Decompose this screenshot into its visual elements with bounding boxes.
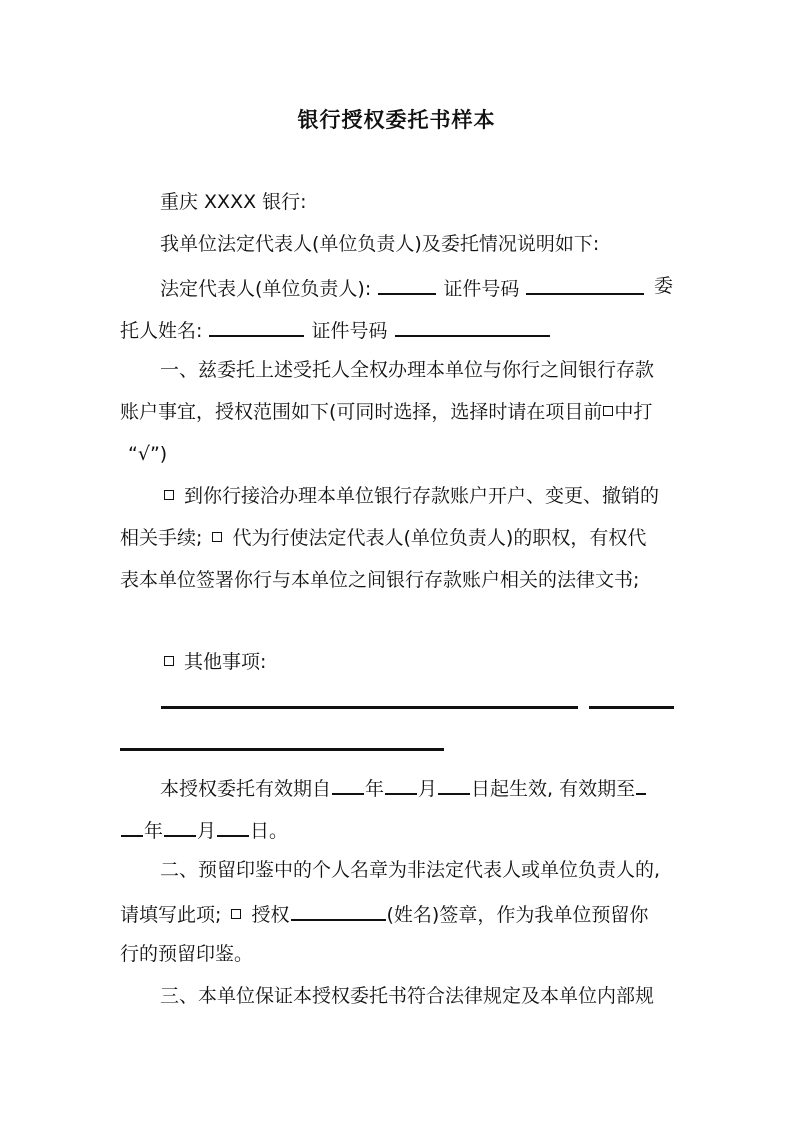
option1-line2-a: 相关手续;	[120, 527, 203, 549]
end-month-blank[interactable]	[164, 813, 196, 837]
trustee-wrap-char: 委	[654, 275, 674, 297]
other-matters-blank-3[interactable]	[120, 748, 444, 751]
end-year-label: 年	[144, 820, 164, 842]
clause2-line2	[120, 897, 648, 927]
start-month-blank[interactable]	[385, 771, 417, 795]
other-matters-label: 其他事项:	[184, 651, 267, 673]
clause2-line2-a: 请填写此项;	[120, 904, 222, 926]
salutation: 重庆 XXXX 银行:	[160, 191, 307, 213]
option2-text: 代为行使法定代表人(单位负责人)的职权，有权代	[232, 527, 647, 549]
other-matters-line	[160, 647, 266, 677]
clause2-line1: 二、预留印鉴中的个人名章为非法定代表人或单位负责人的,	[160, 859, 661, 881]
intro-text: 我单位法定代表人(单位负责人)及委托情况说明如下:	[160, 233, 600, 255]
clause1-line2-text: 账户事宜，授权范围如下(可同时选择，选择时请在项目前	[120, 401, 603, 423]
start-day-blank[interactable]	[438, 771, 470, 795]
clause1-line2-tail: 中打	[614, 401, 653, 423]
legal-rep-label: 法定代表人(单位负责人):	[160, 278, 372, 300]
legal-rep-line	[160, 271, 645, 301]
other-matters-checkbox[interactable]	[164, 656, 174, 666]
option1-line1	[160, 481, 659, 511]
end-month-label: 月	[197, 820, 217, 842]
option1-checkbox[interactable]	[164, 490, 174, 500]
legal-rep-id-blank[interactable]	[526, 271, 644, 295]
authorize-label: 授权	[251, 904, 290, 926]
id-number-label: 证件号码	[443, 278, 520, 300]
clause1-line2	[120, 397, 652, 427]
legal-rep-name-blank[interactable]	[378, 271, 436, 295]
checkbox-icon	[603, 406, 613, 416]
end-year-blank[interactable]	[121, 813, 143, 837]
other-matters-blank-1[interactable]	[161, 706, 578, 709]
trustee-id-label: 证件号码	[311, 320, 388, 342]
seal-checkbox[interactable]	[231, 909, 241, 919]
trustee-line	[120, 313, 551, 343]
end-day-blank[interactable]	[217, 813, 249, 837]
clause2-line3: 行的预留印鉴。	[120, 943, 254, 965]
clause2-line2-c: (姓名)签章，作为我单位预留你	[386, 904, 649, 926]
start-year-blank[interactable]	[332, 771, 364, 795]
year-label: 年	[365, 778, 385, 800]
trustee-name-blank[interactable]	[209, 313, 304, 337]
validity-line2	[120, 813, 288, 843]
end-year-blank-start[interactable]	[636, 771, 646, 795]
end-day-label: 日。	[250, 820, 289, 842]
validity-end-label: 日起生效, 有效期至	[471, 778, 636, 800]
validity-line1	[160, 771, 647, 801]
trustee-id-blank[interactable]	[395, 313, 550, 337]
seal-name-blank[interactable]	[291, 897, 386, 921]
trustee-name-label: 托人姓名:	[120, 320, 203, 342]
month-label: 月	[418, 778, 438, 800]
validity-start-label: 本授权委托有效期自	[160, 778, 332, 800]
option1-text: 到你行接洽办理本单位银行存款账户开户、变更、撤销的	[184, 485, 660, 507]
clause1-line3: “√”)	[128, 443, 168, 465]
clause1-line1: 一、兹委托上述受托人全权办理本单位与你行之间银行存款	[160, 359, 655, 381]
clause3-line1: 三、本单位保证本授权委托书符合法律规定及本单位内部规	[160, 985, 655, 1007]
other-matters-blank-2[interactable]	[589, 706, 674, 709]
option1-line2	[120, 523, 646, 553]
document-title: 银行授权委托书样本	[297, 108, 496, 132]
option2-checkbox[interactable]	[212, 532, 222, 542]
option1-line3: 表本单位签署你行与本单位之间银行存款账户相关的法律文书;	[120, 569, 640, 591]
